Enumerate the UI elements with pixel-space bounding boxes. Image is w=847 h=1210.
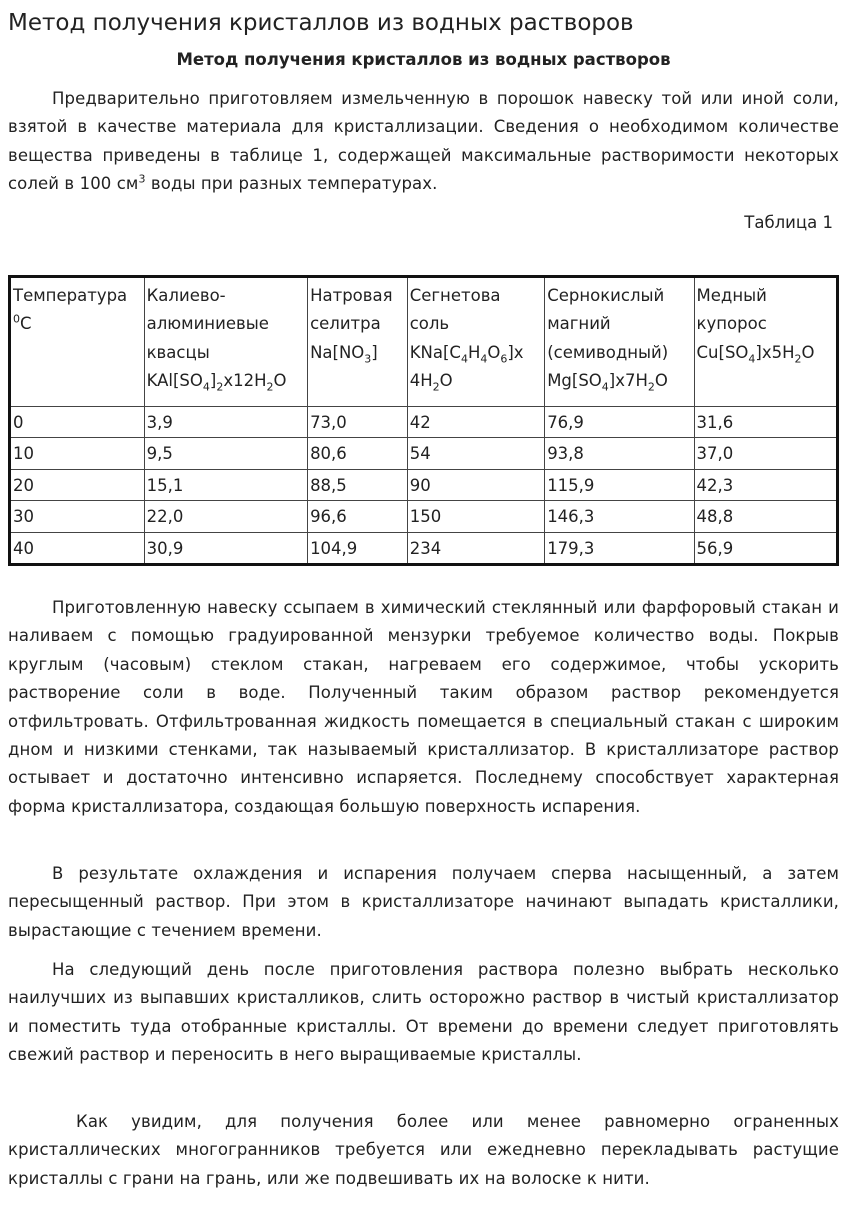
table-cell: 146,3 (545, 501, 694, 532)
formula-part: ]x7H (608, 371, 648, 391)
formula-part: x12H (223, 371, 267, 391)
table-cell: 3,9 (144, 407, 307, 438)
formula-part: 2 (647, 380, 655, 394)
paragraph-preparation: Приготовленную навеску ссыпаем в химический стеклянный или фарфоровый стакан и наливаем с помощью градуированной мензурки требуемое количество воды. Покрыв круглым (часовым) стеклом стакан, нагреваем его содержимое, чтобы ускорить растворение соли в воде. Полученный таким образом раствор рекомендуется отфильтровать. Отфильтрованная жидкость помещается в специальный стакан с широким дном и низкими стенками, так называемый кристаллизатор. В кристаллизаторе раствор остывает и достаточно интенсивно испаряется. Последнему способствует характерная форма кристаллизатора, создающая большую поверхность испарения. (8, 598, 839, 816)
formula-part: 4 (748, 352, 756, 366)
formula-part: ] (371, 342, 378, 362)
formula-part: O (654, 371, 668, 391)
table-cell: 10 (10, 438, 145, 469)
table-header-cell (407, 277, 544, 407)
formula-part: 4 (601, 380, 609, 394)
formula-part: Na[NO (310, 342, 365, 362)
table-header-cell (144, 277, 307, 407)
table-cell: 56,9 (694, 532, 837, 564)
table-cell: 80,6 (308, 438, 408, 469)
formula-part: O (801, 342, 815, 362)
formula-part: 6 (500, 352, 508, 366)
header-label-line: Сернокислый (547, 286, 665, 305)
table-cell: 31,6 (694, 407, 837, 438)
table-header-cell (308, 277, 408, 407)
table-row (10, 407, 838, 438)
table-row (10, 501, 838, 532)
table-cell: 150 (407, 501, 544, 532)
formula-part: 2 (794, 352, 802, 366)
header-label-line: Сегнетова (409, 286, 501, 305)
table-cell: 48,8 (694, 501, 837, 532)
intro-tail: воды при разных температурах. (145, 174, 438, 194)
formula-part: O (439, 371, 453, 391)
intro-text: Предварительно приготовляем измельченную в порошок навеску той или иной соли, взятой в качестве материала для кристаллизации. Сведения о необходимом количестве вещества приведены в таблице 1, содержащей максимальные растворимости некоторых солей в 100 см (8, 89, 839, 194)
intro-superscript: 3 (138, 172, 146, 186)
solubility-table-body (10, 277, 838, 565)
header-label-line: магний (547, 314, 611, 334)
header-label-line: алюминиевые (146, 314, 269, 334)
formula-part: 0 (13, 312, 20, 326)
header-label-line: Калиево- (146, 286, 226, 305)
table-cell: 115,9 (545, 469, 694, 500)
header-formula (13, 310, 142, 338)
table-cell: 88,5 (308, 469, 408, 500)
table-cell: 42 (407, 407, 544, 438)
table-row (10, 532, 838, 564)
table-cell: 73,0 (308, 407, 408, 438)
header-label-line: квасцы (146, 342, 210, 362)
intro-paragraph (8, 85, 839, 199)
table-row (10, 438, 838, 469)
formula-part: KNa[C (409, 342, 461, 362)
page-title: Метод получения кристаллов из водных растворов (8, 10, 634, 36)
header-label-line: Медный (696, 286, 767, 305)
table-cell: 0 (10, 407, 145, 438)
formula-part: ]x5H (755, 342, 795, 362)
table-header-cell (694, 277, 837, 407)
formula-part: Mg[SO (547, 371, 602, 391)
formula-part: 4 (202, 380, 210, 394)
table-cell: 90 (407, 469, 544, 500)
header-label-line: соль (409, 314, 450, 334)
formula-part: 4 (480, 352, 488, 366)
formula-part: KAl[SO (146, 371, 203, 391)
header-formula (697, 339, 834, 367)
table-cell: 96,6 (308, 501, 408, 532)
header-formula (310, 339, 405, 367)
formula-part: Cu[SO (696, 342, 749, 362)
formula-part: 4 (460, 352, 468, 366)
table-cell: 9,5 (144, 438, 307, 469)
solubility-table (8, 275, 839, 566)
formula-part: O (487, 342, 501, 362)
header-label-line: купорос (696, 314, 767, 334)
header-formula (547, 367, 691, 395)
table-caption: Таблица 1 (744, 213, 833, 232)
header-label-line: Натровая (310, 286, 393, 305)
formula-part: ]x 4H (409, 342, 524, 391)
table-header-cell (10, 277, 145, 407)
formula-part: 2 (216, 380, 224, 394)
paragraph-next-day: На следующий день после приготовления раствора полезно выбрать несколько наилучших из выпавших кристалликов, слить осторожно раствор в чистый кристаллизатор и поместить туда отобранные кристаллы. От времени до времени следует приготовлять свежий раствор и переносить в него выращиваемые кристаллы. (8, 960, 839, 1065)
table-cell: 179,3 (545, 532, 694, 564)
formula-part: С (20, 314, 32, 334)
formula-part: 2 (432, 380, 440, 394)
table-cell: 30 (10, 501, 145, 532)
formula-part: O (273, 371, 287, 391)
table-cell: 42,3 (694, 469, 837, 500)
header-formula (410, 339, 542, 396)
table-row (10, 469, 838, 500)
table-cell: 20 (10, 469, 145, 500)
table-header-cell (545, 277, 694, 407)
formula-part: 2 (266, 380, 274, 394)
formula-part: H (467, 342, 481, 362)
table-cell: 93,8 (545, 438, 694, 469)
article-heading: Метод получения кристаллов из водных растворов (176, 50, 671, 69)
formula-part: 3 (364, 352, 372, 366)
header-label-line: Температура (13, 286, 128, 305)
table-cell: 37,0 (694, 438, 837, 469)
header-label-line: селитра (310, 314, 381, 334)
table-cell: 15,1 (144, 469, 307, 500)
header-formula (147, 367, 305, 395)
table-cell: 234 (407, 532, 544, 564)
table-cell: 40 (10, 532, 145, 564)
paragraph-saturation: В результате охлаждения и испарения получаем сперва насыщенный, а затем пересыщенный раствор. При этом в кристаллизаторе начинают выпадать кристаллики, вырастающие с течением времени. (8, 864, 839, 940)
table-header-row (10, 277, 838, 407)
table-cell: 30,9 (144, 532, 307, 564)
table-cell: 76,9 (545, 407, 694, 438)
formula-part: ] (209, 371, 217, 391)
table-cell: 104,9 (308, 532, 408, 564)
paragraph-faceting: Как увидим, для получения более или менее равномерно ограненных кристаллических многогранников требуется или ежедневно перекладывать растущие кристаллы с грани на грань, или же подвешивать их на волоске к нити. (8, 1112, 839, 1188)
table-cell: 54 (407, 438, 544, 469)
header-label-line: (семиводный) (547, 342, 669, 362)
table-cell: 22,0 (144, 501, 307, 532)
